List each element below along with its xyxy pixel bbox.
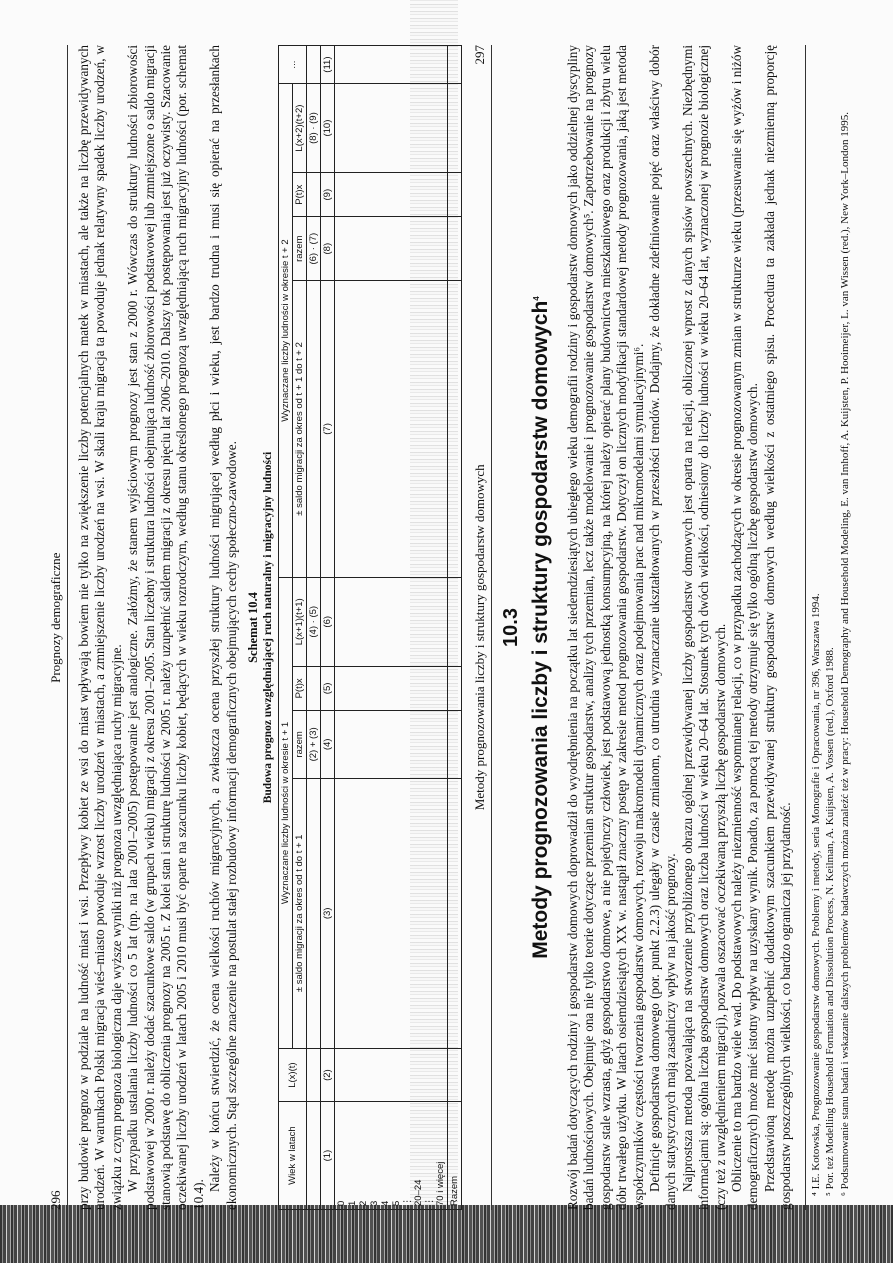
schema-table [278,45,462,1210]
schema-number-row [321,46,335,1210]
schema-total-row [448,46,462,1210]
formula-cell [307,1102,321,1210]
col-saldo1: ± saldo migracji za okres od t do t + 1 [293,778,307,1048]
right-running-head [472,45,492,1210]
right-paragraph: Definicje gospodarstwa domowego (por. punkt 2.2.3) ulegały w czasie zmianom, co utrudnia wyznaczanie ukształtowanych w przeszłości trendów. Dodajmy, że dokładne zdefiniowanie pojęć oraz właściwy dobór danych statystycznych mają zasadniczy wpływ na jakość prognozy. [647,45,679,1210]
header-group-1: Wyznaczane liczby ludności w okresie t + 1 [279,577,293,1048]
formula-cell: (4) · (5) [307,577,321,666]
age-label: 2 [358,1200,370,1206]
age-label: ⋮ [402,1196,414,1206]
right-paragraph: Przedstawioną metodę można uzupełnić dodatkowym szacunkiem przewidywanej struktury gospodarstw domowych według wielkości z ostatniego spisu. Procedura ta zakłada jednak niezmienną proporcję gospodarstw poszczególnych wielkości, co bardzo ogranicza jej przydatność. [761,45,794,1210]
header-group-2: Wyznaczane liczby ludności w okresie t + 2 [279,84,293,578]
col-saldo2: ± saldo migracji za okres od t + 1 do t + 2 [293,280,307,577]
col-number: (6) [321,577,335,666]
footnotes [805,45,853,1210]
col-L2: L(x+2)(t+2) [293,84,307,173]
age-label: 70 i więcej [435,1161,447,1206]
section-title-footnote-mark: 4 [532,296,541,301]
section-title-text: Metody prognozowania liczby i struktury gospodarstw domowych [529,300,552,959]
footnote: ⁵ Por. też Modelling Household Formation and Dissolution Process, N. Keilman, A. Kuijsten, A. Vossen (red.), Oxford 1988. [824,647,837,1196]
formula-cell: (2) + (3) [307,711,321,778]
footnote: ⁶ Podsumowanie stanu badań i wskazanie dalszych problemów badawczych można znaleźć też w pracy: Household Demography and Household Modeling, E. van Imhoff, A. Kuijsten, P. Hooimeijer, L. van Wissen (red.), New York–London 1995. [838,112,851,1196]
col-number: (7) [321,280,335,577]
right-paragraph: Najprostsza metoda pozwalająca na stworzenie przybliżonego obrazu ogólnej przewidywanej liczby gospodarstw domowych jest oparta na relacji, obliczonej wprost z danych spisów powszechnych. Niezbędnymi informacjami są: ogólna liczba gospodarstw domowych oraz liczba ludności w wieku 20–64 lat. Stosunek tych dwóch wielkości, odniesiony do liczby ludności w wieku 20–64 lat, wyznaczonej w prognozie biologicznej (czy też z uwzględnieniem migracji), pozwala oszacować oczekiwaną przyszłą liczbę gospodarstw domowych. [679,45,728,1210]
age-label: 4 [380,1200,392,1206]
age-list [335,1102,448,1210]
col-number: (1) [321,1102,335,1210]
right-page [462,15,882,1240]
col-razem1: razem [293,711,307,778]
col-number: (4) [321,711,335,778]
formula-cell [307,172,321,216]
col-more: ... [279,46,307,84]
formula-cell [307,46,321,84]
right-page-number: 297 [472,45,487,65]
section-number: 10.3 [500,608,522,647]
left-page-number: 296 [48,1190,63,1210]
col-L0: L(x)(t) [279,1049,307,1102]
right-body [565,45,795,1210]
footnote: ⁴ I.E. Kotowska, Prognozowanie gospodarstw domowych. Problemy i metody, seria Monografie i Opracowania, nr 396, Warszawa 1994. [809,593,822,1196]
col-P2: P(t)x [293,172,307,216]
right-paragraph: Rozwój badań dotyczących rodziny i gospodarstw domowych doprowadził do wyodrębnienia na początku lat siedemdziesiątych ubiegłego wieku demografii rodziny i gospodarstw domowych jako oddzielnej dyscypliny badań ludnościowych. Obejmuje ona nie tylko teorie dotyczące przemian struktur gospodarstw, analizy tych przemian, lecz także modelowanie i prognozowanie gospodarstw domowych⁵. Zapotrzebowanie na prognozy gospodarstw stale wzrasta, gdyż gospodarstwo domowe, a nie pojedynczy człowiek, jest podstawową jednostką konsumpcyjną, na której należy opierać plany budownictwa mieszkaniowego oraz produkcji i zbytu wielu dóbr trwałego użytku. W latach osiemdziesiątych XX w. nastąpił znaczny postęp w zakresie metod prognozowania gospodarstw. Dotyczył on licznych modyfikacji standardowej metody prognozowania, jaką jest metoda współczynników częstości tworzenia gospodarstw domowych, rozwoju makromodeli dynamicznych oraz podejmowania prac nad mikromodelami symulacyjnymi⁶. [565,45,646,1210]
right-paragraph: Obliczenie to ma bardzo wiele wad. Do podstawowych należy niezmienność wspomnianej relacji, co w przypadku zachodzących w okresie prognozowanym zmian w strukturze wieku (przesuwanie się wyżów i niżów demograficznych) może mieć istotny wpływ na uzyskany wynik. Ponadto, za pomocą tej metody otrzymuje się tylko ogólną liczbę gospodarstw domowych. [729,45,761,1210]
formula-cell [307,666,321,710]
left-page [38,15,461,1240]
formula-cell: (6) · (7) [307,217,321,281]
age-label: 5 [391,1200,403,1206]
age-label: 0 [336,1200,348,1206]
col-number: (2) [321,1049,335,1102]
left-paragraph: W przypadku ustalania liczby ludności co 5 lat (np. na lata 2001–2005) postępowanie jest analogiczne. Załóżmy, że stanem wyjściowym prognozy jest stan z 2000 r. Wówczas do struktury ludności zbiorowości podstawowej w 2000 r. należy dodać szacunkowe saldo (w grupach wieku) migracji z okresu 2001–2005. Stan liczebny i struktura ludności obejmująca ludność zbiorowości podstawowej lub zmniejszone o saldo migracji stanowią podstawę do obliczenia prognozy na 2005 r. Z kolei stan i strukturę ludności w 2005 r. należy uzupełnić saldem migracji z okresu pięciu lat 2006–2010. Dalszy tok postępowania jest już oczywisty. Szacowanie oczekiwanej liczby urodzeń w latach 2005 i 2010 musi być oparte na szacunku liczby kobiet, będących w wieku rozrodczym, według stanu określonego prognozą uwzględniającą ruch migracyjny ludności (por. schemat 10.4). [125,45,206,1210]
left-paragraph: Należy w końcu stwierdzić, że ocena wielkości ruchów migracyjnych, a zwłaszcza ocena przyszłej struktury ludności migrującej według płci i wieku, jest bardzo trudna i musi się opierać na przesłankach ekonomicznych. Stąd szczególne znaczenie na postulat stałej rozbudowy informacji demograficznych obejmujących cechy społeczno-zawodowe. [207,45,239,1210]
left-body [76,45,240,1210]
col-number: (10) [321,84,335,173]
schema-title: Schemat 10.4 [246,592,261,663]
left-running-head [48,45,68,1210]
schema-formula-row [307,46,321,1210]
formula-cell [307,778,321,1048]
age-label: 20–24 [413,1179,425,1206]
col-number: (8) [321,217,335,281]
col-age: Wiek w latach [279,1102,307,1210]
formula-cell: (8) · (9) [307,84,321,173]
section-title [525,45,553,1210]
col-number: (9) [321,172,335,216]
formula-cell [307,1049,321,1102]
right-running-title: Metody prognozowania liczby i struktury gospodarstw domowych [472,464,487,811]
left-running-title: Prognozy demograficzne [48,552,63,683]
col-number: (3) [321,778,335,1048]
col-number: (11) [321,46,335,84]
formula-cell [307,280,321,577]
age-label: 1 [347,1200,359,1206]
total-label: Razem [448,1102,462,1210]
col-L1: L(x+1)(t+1) [293,577,307,666]
schema-subtitle: Budowa prognoz uwzględniającej ruch naturalny i migracyjny ludności [262,451,275,804]
age-label: ⋮ [424,1196,436,1206]
schema-age-row [335,46,448,1210]
col-P1: P(t)x [293,666,307,710]
col-number: (5) [321,666,335,710]
age-label: 3 [369,1200,381,1206]
col-razem2: razem [293,217,307,281]
left-paragraph: przy budowie prognoz w podziale na ludność miast i wsi. Przepływy kobiet ze wsi do miast wpływają bowiem nie tylko na zwiększenie liczby potencjalnych matek w miastach, ale także na liczbę przewidywanych urodzeń. W warunkach Polski migracja wieś–miasto powoduje wzrost liczby urodzeń w miastach, a zmniejszenie liczby urodzeń na wsi. W skali kraju migracja ta powoduje jednak relatywny spadek liczby urodzeń, w związku z czym prognoza biologiczna daje wyższe wyniki niż prognoza uwzględniająca ruchy migracyjne. [76,45,124,1210]
